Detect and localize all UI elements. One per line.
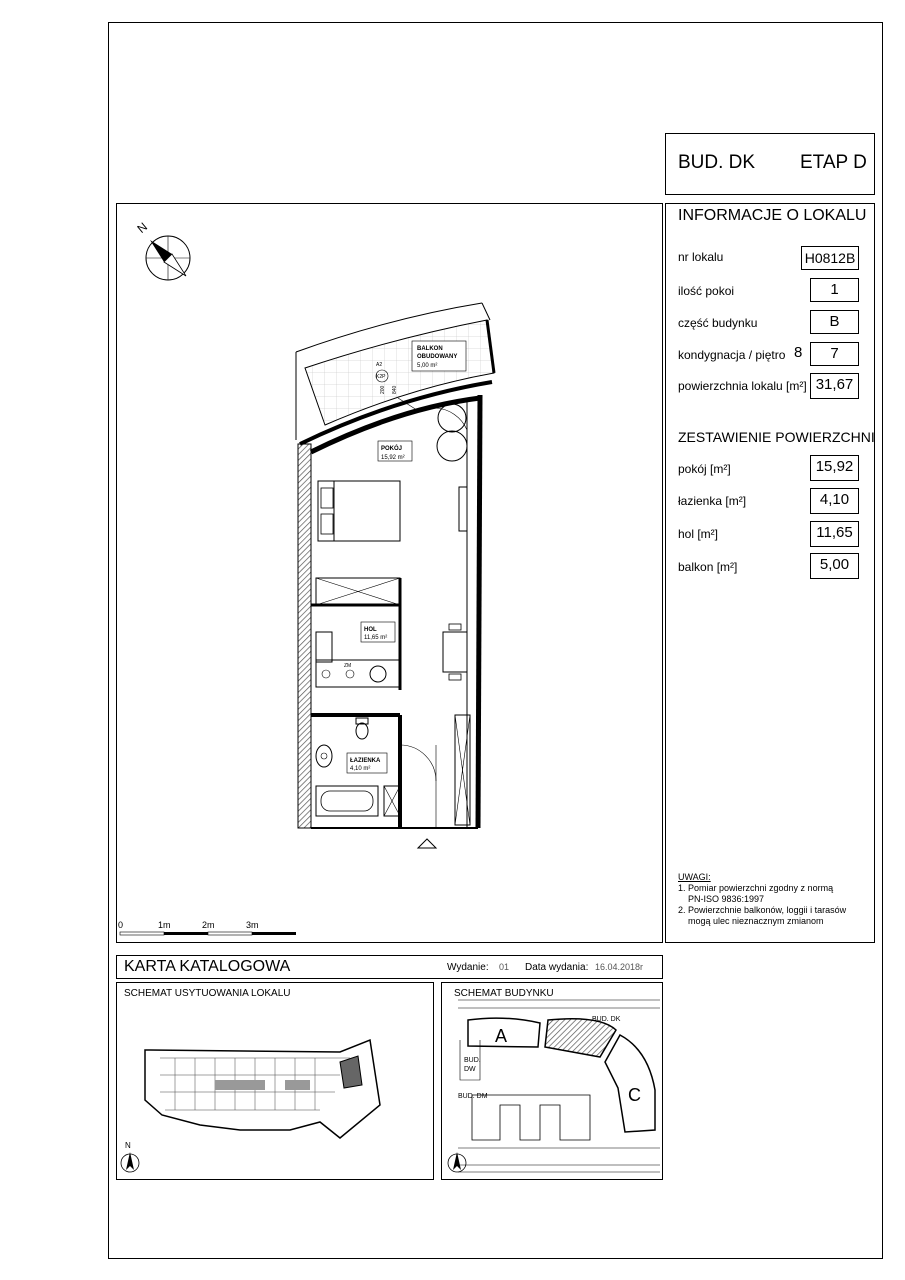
summary-value-balcony: 5,00 — [810, 553, 859, 579]
info-value-part: B — [810, 310, 859, 334]
date-label: Data wydania: — [525, 962, 589, 973]
kitchen-zm-label: ZM — [344, 663, 352, 669]
summary-label-room: pokój [m²] — [678, 462, 731, 476]
info-label-rooms: ilość pokoi — [678, 284, 735, 298]
room-name-hol: HOL — [364, 627, 377, 633]
edition-value: 01 — [499, 962, 510, 972]
location-north-label: N — [125, 1141, 131, 1150]
room-area-hol: 11,65 m² — [364, 635, 388, 641]
summary-label-hall: hol [m²] — [678, 527, 719, 541]
building-schema-title: SCHEMAT BUDYNKU — [454, 988, 554, 999]
info-label-area: powierzchnia lokalu [m²] — [678, 379, 807, 393]
date-value: 16.04.2018r — [595, 962, 644, 972]
room-area-pokoj: 15,92 m² — [381, 455, 405, 461]
scale-label-2: 2m — [202, 920, 215, 930]
summary-value-bath: 4,10 — [810, 488, 859, 514]
notes-title: UWAGI: — [678, 872, 711, 882]
catalog-title: KARTA KATALOGOWA — [124, 958, 291, 975]
info-value-rooms: 1 — [810, 278, 859, 302]
balcony-mark-d: 840 — [392, 385, 398, 394]
summary-value-hall: 11,65 — [810, 521, 859, 547]
summary-label-bath: łazienka [m²] — [678, 494, 747, 508]
notes-line-2: PN-ISO 9836:1997 — [688, 894, 765, 904]
balcony-area: 5,00 m² — [417, 363, 438, 369]
balcony-name-2: OBUDOWANY — [417, 354, 458, 360]
balcony-mark-b: K2P — [376, 374, 386, 380]
summary-label-balcony: balkon [m²] — [678, 560, 738, 574]
summary-value-room: 15,92 — [810, 455, 859, 481]
info-value-floor-a: 8 — [794, 344, 803, 361]
notes-line-1: 1. Pomiar powierzchni zgodny z normą — [678, 883, 834, 893]
info-label-part: część budynku — [678, 316, 758, 330]
building-a-label: A — [495, 1026, 508, 1046]
info-value-area: 31,67 — [810, 373, 859, 399]
room-area-lazienka: 4,10 m² — [350, 766, 371, 772]
info-label-floor: kondygnacja / piętro — [678, 348, 786, 362]
north-label: N — [134, 219, 151, 236]
building-dw-label-2: DW — [464, 1066, 476, 1073]
building-dk-label: BUD. DK — [592, 1016, 621, 1023]
balcony-mark-a: A2 — [376, 362, 383, 368]
info-label-number: nr lokalu — [678, 250, 724, 264]
edition-label: Wydanie: — [447, 962, 489, 973]
building-north-icon — [448, 1152, 466, 1172]
building-dw-label-1: BUD. — [464, 1057, 481, 1064]
summary-title: ZESTAWIENIE POWIERZCHNI — [678, 429, 875, 445]
building-c-label: C — [628, 1085, 641, 1105]
scale-label-1: 1m — [158, 920, 171, 930]
stage-label: ETAP D — [800, 152, 867, 173]
room-name-pokoj: POKÓJ — [381, 446, 403, 452]
building-dm-label: BUD. DM — [458, 1093, 488, 1100]
building-label: BUD. DK — [678, 152, 756, 173]
room-name-lazienka: ŁAZIENKA — [350, 758, 381, 764]
scale-label-3: 3m — [246, 920, 259, 930]
balcony-mark-c: 200 — [380, 385, 386, 394]
notes-line-4: mogą ulec nieznacznym zmianom — [688, 916, 824, 926]
balcony-name-1: BALKON — [417, 346, 443, 352]
location-schema-title: SCHEMAT USYTUOWANIA LOKALU — [124, 988, 291, 999]
scale-label-0: 0 — [118, 920, 124, 930]
notes-line-3: 2. Powierzchnie balkonów, loggii i tarasów — [678, 905, 847, 915]
info-title: INFORMACJE O LOKALU — [678, 207, 867, 224]
info-value-number: H0812B — [801, 246, 859, 270]
info-value-floor-b: 7 — [810, 342, 859, 366]
